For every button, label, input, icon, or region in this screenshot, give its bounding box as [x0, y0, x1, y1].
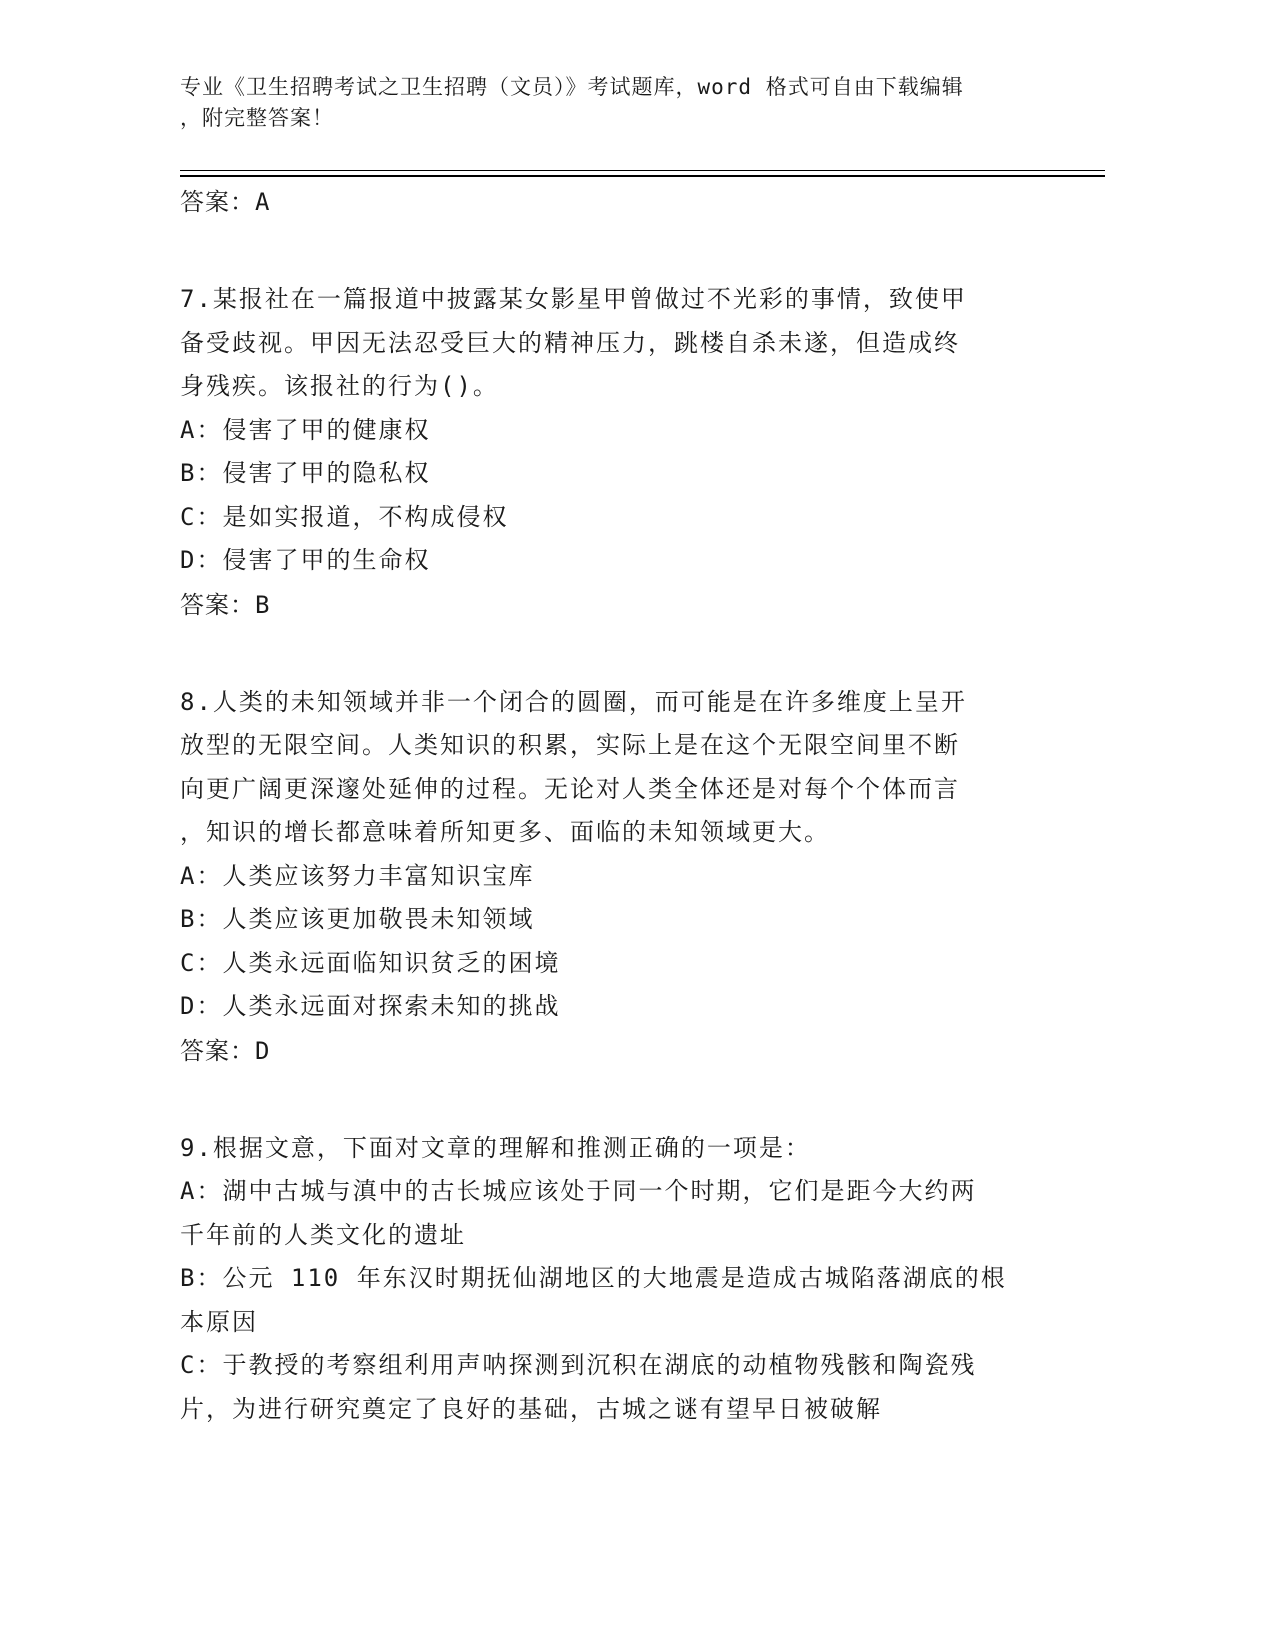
- option-b-continued: 本原因: [180, 1307, 258, 1336]
- option-c: C：人类永远面临知识贫乏的困境: [180, 948, 561, 977]
- question-7: [180, 278, 1050, 627]
- option-d: D：人类永远面对探索未知的挑战: [180, 992, 561, 1020]
- option-a: A：侵害了甲的健康权: [180, 415, 431, 444]
- header-divider-thin: [180, 170, 1105, 171]
- document-header: [180, 72, 1040, 134]
- header-line-1: 专业《卫生招聘考试之卫生招聘（文员）》考试题库，word 格式可自由下载编辑: [180, 75, 964, 99]
- answer-label: 答案：D: [180, 1036, 271, 1065]
- option-b: B：公元 110 年东汉时期抚仙湖地区的大地震是造成古城陷落湖底的根: [180, 1264, 1007, 1292]
- option-a-continued: 千年前的人类文化的遗址: [180, 1220, 466, 1249]
- option-b: B：侵害了甲的隐私权: [180, 459, 431, 487]
- question-text-line: 向更广阔更深邃处延伸的过程。无论对人类全体还是对每个个体而言: [180, 774, 960, 803]
- answer-label: 答案：B: [180, 590, 271, 619]
- question-content: [180, 180, 1050, 1431]
- option-d: D：侵害了甲的生命权: [180, 546, 431, 574]
- option-c-continued: 片，为进行研究奠定了良好的基础，古城之谜有望早日被破解: [180, 1394, 882, 1423]
- question-9: [180, 1127, 1050, 1432]
- question-text-line: 身残疾。该报社的行为()。: [180, 372, 499, 400]
- question-text-line: ，知识的增长都意味着所知更多、面临的未知领域更大。: [180, 818, 830, 846]
- question-text-line: 9.根据文意，下面对文章的理解和推测正确的一项是：: [180, 1133, 811, 1162]
- question-text-line: 7.某报社在一篇报道中披露某女影星甲曾做过不光彩的事情，致使甲: [180, 285, 967, 313]
- question-8: [180, 681, 1050, 1073]
- header-line-2: ，附完整答案！: [180, 106, 334, 130]
- option-a: A：湖中古城与滇中的古长城应该处于同一个时期，它们是距今大约两: [180, 1177, 977, 1205]
- answer-label: 答案：A: [180, 188, 271, 216]
- header-divider-thick: [180, 175, 1105, 177]
- question-text-line: 放型的无限空间。人类知识的积累，实际上是在这个无限空间里不断: [180, 731, 960, 759]
- option-c: C：于教授的考察组利用声呐探测到沉积在湖底的动植物残骸和陶瓷残: [180, 1351, 977, 1379]
- question-text-line: 8.人类的未知领域并非一个闭合的圆圈，而可能是在许多维度上呈开: [180, 687, 967, 716]
- question-text-line: 备受歧视。甲因无法忍受巨大的精神压力，跳楼自杀未遂，但造成终: [180, 328, 960, 357]
- option-c: C：是如实报道，不构成侵权: [180, 502, 509, 531]
- option-a: A：人类应该努力丰富知识宝库: [180, 861, 535, 890]
- option-b: B：人类应该更加敬畏未知领域: [180, 905, 535, 933]
